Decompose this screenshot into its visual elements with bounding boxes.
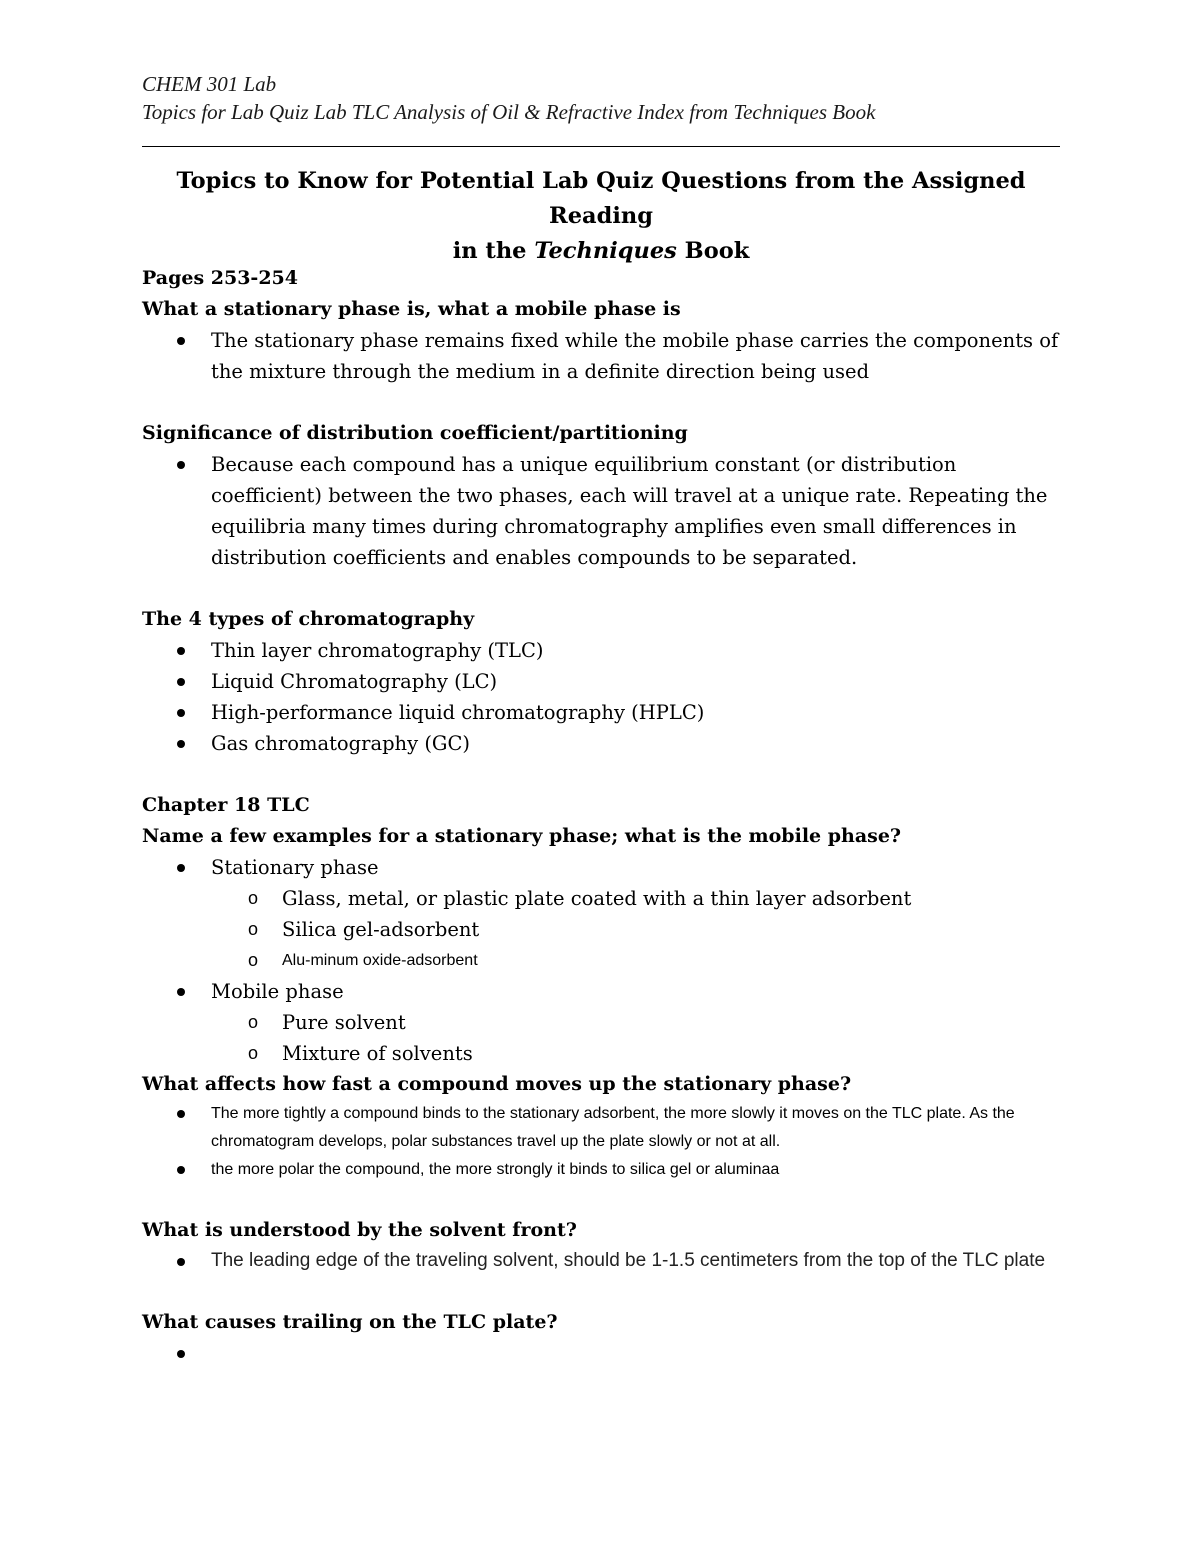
title-line-1: Topics to Know for Potential Lab Quiz Questions from the Assigned Reading [176, 168, 1026, 229]
empty-list-item [142, 1338, 1060, 1369]
section-heading: What affects how fast a compound moves up the stationary phase? [142, 1073, 852, 1095]
list-item: Mobile phase [142, 976, 1060, 1007]
section-heading: The 4 types of chromatography [142, 608, 475, 630]
list-item: The more tightly a compound binds to the stationary adsorbent, the more slowly it moves on the TLC plate. As the chromatogram develops, polar substances travel up the plate slowly or not at all. [142, 1100, 1060, 1156]
section-heading: Significance of distribution coefficient/partitioning [142, 422, 688, 444]
sub-list-item: o Pure solvent [142, 1007, 1060, 1038]
list-item: Because each compound has a unique equilibrium constant (or distribution coefficient) between the two phases, each will travel at a unique rate. Repeating the equilibria many times during chromatography amplifies even small differences in distribution coefficients and enables compounds to be separated. [142, 449, 1060, 573]
list-item: the more polar the compound, the more strongly it binds to silica gel or aluminaa [142, 1156, 1060, 1184]
sub-list-item: o Mixture of solvents [142, 1038, 1060, 1069]
bullet-list [142, 635, 1060, 759]
bullet-list [142, 852, 1060, 1069]
list-item: The leading edge of the traveling solvent, should be 1-1.5 centimeters from the top of the TLC plate [142, 1246, 1060, 1276]
page-header [142, 70, 1060, 126]
title-line-2-pre: in the [452, 238, 535, 264]
section-heading: Name a few examples for a stationary phase; what is the mobile phase? [142, 825, 902, 847]
document-body [142, 263, 1060, 1369]
list-item: High-performance liquid chromatography (HPLC) [142, 697, 1060, 728]
title-line-2-post: Book [676, 238, 750, 264]
section-heading: What is understood by the solvent front? [142, 1219, 577, 1241]
title-book-name: Techniques [534, 238, 677, 264]
section-pages-heading: Pages 253-254 [142, 267, 298, 289]
bullet-list [142, 325, 1060, 387]
chapter-heading: Chapter 18 TLC [142, 794, 310, 816]
header-topic: Topics for Lab Quiz Lab TLC Analysis of Oil & Refractive Index from Techniques Book [142, 100, 876, 124]
section-heading: What a stationary phase is, what a mobile phase is [142, 298, 681, 320]
list-item: Thin layer chromatography (TLC) [142, 635, 1060, 666]
bullet-list [142, 449, 1060, 573]
page-title [142, 164, 1060, 269]
header-divider [142, 146, 1060, 147]
list-item: The stationary phase remains fixed while the mobile phase carries the components of the mixture through the medium in a definite direction being used [142, 325, 1060, 387]
bullet-list [142, 1338, 1060, 1369]
sub-list-item: o Alu-minum oxide-adsorbent [142, 945, 1060, 976]
bullet-list [142, 1100, 1060, 1184]
header-course: CHEM 301 Lab [142, 72, 277, 96]
sub-list-item: o Silica gel-adsorbent [142, 914, 1060, 945]
bullet-list [142, 1246, 1060, 1276]
list-item: Liquid Chromatography (LC) [142, 666, 1060, 697]
section-heading: What causes trailing on the TLC plate? [142, 1311, 558, 1333]
list-item: Gas chromatography (GC) [142, 728, 1060, 759]
sub-list-item: o Glass, metal, or plastic plate coated with a thin layer adsorbent [142, 883, 1060, 914]
list-item: Stationary phase [142, 852, 1060, 883]
